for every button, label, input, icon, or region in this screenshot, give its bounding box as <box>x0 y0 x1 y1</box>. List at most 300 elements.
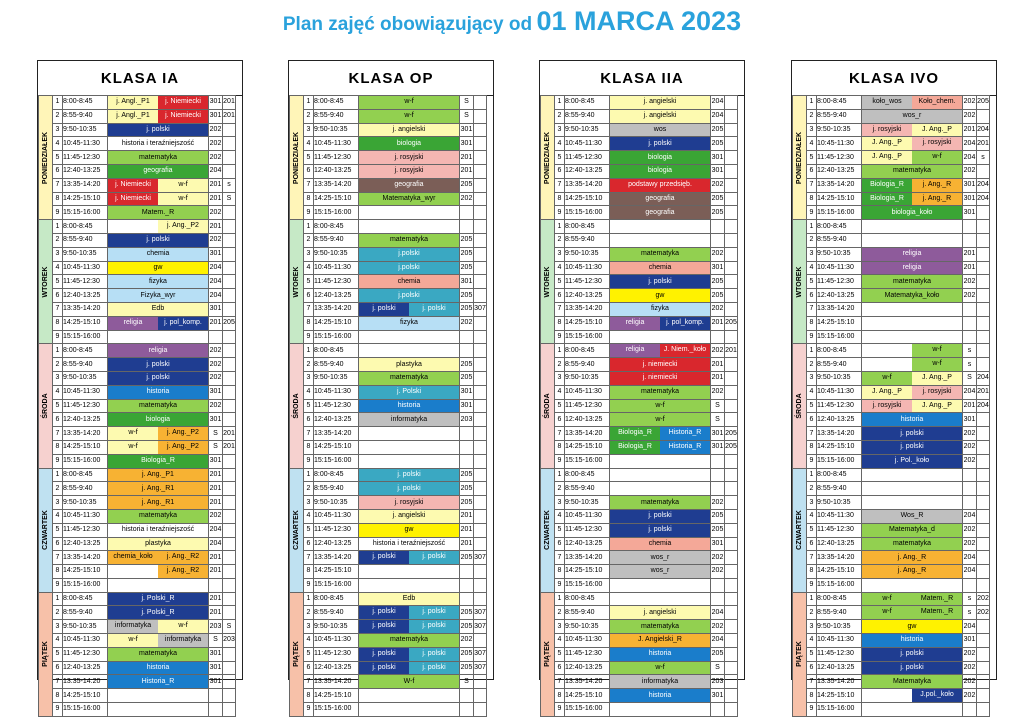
lesson-number: 5 <box>53 151 63 165</box>
lesson-room: 202 <box>209 206 223 220</box>
lesson-room: 201 <box>460 164 474 178</box>
lesson-time: 8:00-8:45 <box>565 220 610 234</box>
lesson-time: 10:45-11:30 <box>63 509 108 523</box>
lesson-room: 205 <box>460 620 474 634</box>
subject-part: w-f <box>862 593 912 606</box>
lesson-subject <box>359 178 460 192</box>
lesson-room: 201 <box>711 316 725 330</box>
lesson-room-2 <box>977 661 990 675</box>
lesson-number: 4 <box>304 509 314 523</box>
lesson-room-2 <box>725 178 738 192</box>
lesson-room: S <box>460 96 474 110</box>
lesson-room-2 <box>474 523 487 537</box>
lesson-room: 301 <box>460 399 474 413</box>
lesson-room: 301 <box>711 537 725 551</box>
lesson-time: 11:45-12:30 <box>817 151 862 165</box>
subject-part: j. niemiecki <box>610 372 710 384</box>
subject-part: J. Ang._P <box>862 151 912 164</box>
lesson-subject <box>359 427 460 441</box>
lesson-room-2 <box>223 206 236 220</box>
lesson-number: 4 <box>53 261 63 275</box>
lesson-room-2: 205 <box>725 427 738 441</box>
lesson-room: 205 <box>711 289 725 303</box>
lesson-number: 1 <box>555 344 565 358</box>
subject-split <box>108 634 208 647</box>
lesson-room <box>963 578 977 592</box>
lesson-time: 9:50-10:35 <box>565 123 610 137</box>
lesson-room: 301 <box>963 634 977 648</box>
lesson-room: 204 <box>711 96 725 110</box>
lesson-room: 202 <box>711 247 725 261</box>
subject-part: historia i teraźniejszość <box>121 526 195 534</box>
lesson-room <box>963 703 977 717</box>
lesson-room-2 <box>223 399 236 413</box>
lesson-room-2 <box>977 537 990 551</box>
lesson-time: 14:25-15:10 <box>63 565 108 579</box>
subject-part <box>862 358 912 371</box>
lesson-time: 15:15-16:00 <box>314 206 359 220</box>
subject-part: j. Niemiecki <box>108 179 158 192</box>
lesson-time: 11:45-12:30 <box>817 275 862 289</box>
lesson-time: 11:45-12:30 <box>63 151 108 165</box>
lesson-time: 15:15-16:00 <box>817 454 862 468</box>
subject-part: j. polski <box>409 648 459 661</box>
lesson-number: 1 <box>807 96 817 110</box>
lesson-row <box>39 220 236 234</box>
lesson-number: 5 <box>807 275 817 289</box>
lesson-row <box>793 344 990 358</box>
lesson-time: 13:35-14:20 <box>63 551 108 565</box>
subject-part: j. Ang._P2 <box>158 441 208 454</box>
lesson-row <box>541 137 738 151</box>
subject-part: j. niemiecki <box>610 359 710 371</box>
subject-split <box>862 96 962 109</box>
subject-part: j. polski <box>359 483 459 495</box>
subject-part: j. angielski <box>610 110 710 122</box>
lesson-room: 204 <box>711 109 725 123</box>
lesson-number: 7 <box>304 675 314 689</box>
lesson-row <box>39 647 236 661</box>
class-name: KLASA IVO <box>792 61 996 96</box>
lesson-room <box>460 330 474 344</box>
lesson-subject <box>862 399 963 413</box>
lesson-subject <box>108 109 209 123</box>
lesson-room <box>711 578 725 592</box>
subject-part: Historia_R <box>660 441 710 454</box>
lesson-row <box>290 164 487 178</box>
lesson-subject <box>610 137 711 151</box>
lesson-row <box>290 523 487 537</box>
lesson-room-2 <box>223 413 236 427</box>
lesson-row <box>290 247 487 261</box>
lesson-number: 3 <box>304 496 314 510</box>
lesson-row <box>793 647 990 661</box>
subject-part: j. Ang._R <box>912 193 962 206</box>
lesson-room: 301 <box>711 427 725 441</box>
lesson-row <box>39 537 236 551</box>
lesson-room-2 <box>223 468 236 482</box>
day-name: CZWARTEK <box>292 510 300 550</box>
lesson-room: 202 <box>963 96 977 110</box>
lesson-room: 301 <box>711 164 725 178</box>
lesson-row <box>39 358 236 372</box>
subject-part: w-f <box>158 620 208 633</box>
lesson-room-2 <box>223 289 236 303</box>
subject-part: j. Polski <box>359 386 459 398</box>
lesson-number: 2 <box>807 109 817 123</box>
subject-part: j. polski <box>409 606 459 619</box>
lesson-subject <box>359 661 460 675</box>
subject-part: j. Ang._R2 <box>158 551 208 564</box>
lesson-room-2 <box>725 289 738 303</box>
lesson-time: 8:55-9:40 <box>63 358 108 372</box>
subject-split <box>108 220 208 233</box>
lesson-room: 202 <box>209 151 223 165</box>
subject-part: biologia <box>359 138 459 150</box>
lesson-number: 9 <box>304 454 314 468</box>
lesson-time: 8:55-9:40 <box>565 109 610 123</box>
subject-part <box>108 220 158 233</box>
subject-part: j. rosyjski <box>359 152 459 164</box>
lesson-room: 204 <box>711 634 725 648</box>
lesson-subject <box>862 537 963 551</box>
lesson-number: 8 <box>555 192 565 206</box>
lesson-time: 12:40-13:25 <box>63 537 108 551</box>
lesson-subject <box>359 413 460 427</box>
lesson-number: 7 <box>807 302 817 316</box>
lesson-room: 201 <box>209 468 223 482</box>
lesson-room-2 <box>223 151 236 165</box>
lesson-time: 8:55-9:40 <box>565 606 610 620</box>
day-name: WTOREK <box>795 266 803 298</box>
subject-part: j. Ang._R <box>862 552 962 564</box>
lesson-number: 7 <box>555 675 565 689</box>
subject-part: j. rosyjski <box>359 497 459 509</box>
subject-part: religia <box>862 262 962 274</box>
lesson-row <box>290 261 487 275</box>
lesson-row <box>541 523 738 537</box>
lesson-subject <box>610 289 711 303</box>
lesson-room-2: 201 <box>223 427 236 441</box>
lesson-subject <box>862 647 963 661</box>
lesson-room-2 <box>223 592 236 606</box>
lesson-room: 201 <box>209 220 223 234</box>
lesson-number: 8 <box>807 316 817 330</box>
lesson-room: 202 <box>963 427 977 441</box>
lesson-room: 205 <box>460 482 474 496</box>
class-panel <box>791 60 997 713</box>
day-label <box>541 468 555 592</box>
lesson-subject <box>359 247 460 261</box>
lesson-room-2 <box>474 151 487 165</box>
lesson-subject <box>108 661 209 675</box>
lesson-room-2: 204 <box>977 371 990 385</box>
lesson-room-2 <box>725 592 738 606</box>
lesson-number: 1 <box>304 592 314 606</box>
lesson-number: 1 <box>807 468 817 482</box>
subject-part: podstawy przedsięb. <box>610 179 710 191</box>
lesson-number: 4 <box>555 634 565 648</box>
lesson-time: 13:35-14:20 <box>314 427 359 441</box>
lesson-room <box>209 330 223 344</box>
lesson-time: 8:55-9:40 <box>817 109 862 123</box>
lesson-subject <box>108 206 209 220</box>
lesson-row <box>39 192 236 206</box>
lesson-room-2 <box>725 565 738 579</box>
lesson-subject <box>862 316 963 330</box>
lesson-time: 15:15-16:00 <box>565 206 610 220</box>
subject-part: Matematyka <box>862 676 962 688</box>
lesson-number: 4 <box>807 137 817 151</box>
lesson-room-2: 201 <box>977 385 990 399</box>
lesson-room: 205 <box>711 192 725 206</box>
day-label <box>290 468 304 592</box>
lesson-room-2 <box>223 385 236 399</box>
subject-split <box>862 386 962 399</box>
lesson-number: 4 <box>807 385 817 399</box>
lesson-number: 8 <box>807 192 817 206</box>
lesson-time: 15:15-16:00 <box>565 330 610 344</box>
lesson-room: 202 <box>963 164 977 178</box>
lesson-row <box>793 385 990 399</box>
lesson-row <box>39 689 236 703</box>
subject-part: chemia <box>108 248 208 260</box>
lesson-subject <box>610 275 711 289</box>
day-name: PIĄTEK <box>292 641 300 668</box>
lesson-number: 3 <box>53 371 63 385</box>
lesson-room: 202 <box>209 137 223 151</box>
lesson-row <box>39 661 236 675</box>
lesson-subject <box>359 206 460 220</box>
subject-part: w-f <box>158 193 208 206</box>
subject-part: j. Ang._P2 <box>158 427 208 440</box>
lesson-time: 8:00-8:45 <box>817 592 862 606</box>
lesson-row <box>541 703 738 717</box>
lesson-row <box>290 109 487 123</box>
lesson-number: 5 <box>807 647 817 661</box>
lesson-time: 9:50-10:35 <box>63 620 108 634</box>
lesson-room: 203 <box>711 675 725 689</box>
subject-part: j. angielski <box>359 510 459 522</box>
subject-part: fizyka <box>610 303 710 315</box>
subject-part: historia i teraźniejszość <box>372 539 446 547</box>
lesson-row <box>793 496 990 510</box>
lesson-room: 202 <box>209 399 223 413</box>
subject-part: j.polski <box>359 248 459 260</box>
lesson-time: 15:15-16:00 <box>63 454 108 468</box>
lesson-room: 205 <box>460 261 474 275</box>
subject-split <box>862 137 962 150</box>
lesson-row <box>39 151 236 165</box>
day-label <box>793 468 807 592</box>
lesson-subject <box>359 233 460 247</box>
lesson-number: 7 <box>807 551 817 565</box>
subject-split <box>108 96 208 109</box>
lesson-number: 9 <box>807 578 817 592</box>
subject-split <box>610 317 710 330</box>
lesson-time: 8:00-8:45 <box>314 592 359 606</box>
lesson-subject <box>862 551 963 565</box>
lesson-number: 5 <box>807 523 817 537</box>
lesson-row <box>290 537 487 551</box>
lesson-row <box>793 620 990 634</box>
lesson-room-2 <box>223 302 236 316</box>
lesson-subject <box>862 137 963 151</box>
day-label <box>39 220 53 344</box>
lesson-row <box>793 537 990 551</box>
lesson-subject <box>610 96 711 110</box>
lesson-number: 9 <box>555 330 565 344</box>
lesson-room: 202 <box>711 620 725 634</box>
lesson-room-2 <box>474 206 487 220</box>
lesson-time: 9:50-10:35 <box>565 496 610 510</box>
lesson-room: 201 <box>209 565 223 579</box>
lesson-row <box>793 675 990 689</box>
lesson-room-2 <box>977 703 990 717</box>
subject-part: j. polski <box>610 510 710 522</box>
lesson-row <box>39 620 236 634</box>
lesson-subject <box>862 413 963 427</box>
lesson-room: 201 <box>209 551 223 565</box>
lesson-subject <box>610 523 711 537</box>
lesson-subject <box>359 523 460 537</box>
subject-part: biologia <box>108 414 208 426</box>
lesson-room: 205 <box>460 247 474 261</box>
lesson-time: 8:00-8:45 <box>817 344 862 358</box>
lesson-subject <box>610 537 711 551</box>
lesson-room-2 <box>474 537 487 551</box>
day-name: ŚRODA <box>795 393 803 419</box>
subject-split <box>610 344 710 357</box>
subject-part: matematyka <box>108 510 208 522</box>
lesson-room-2: 202 <box>977 592 990 606</box>
subject-part: j. rosyjski <box>912 386 962 399</box>
lesson-time: 13:35-14:20 <box>314 178 359 192</box>
subject-part: j. polski <box>359 662 409 675</box>
lesson-room-2 <box>223 233 236 247</box>
subject-part: Koło_chem. <box>912 96 962 109</box>
lesson-number: 5 <box>53 523 63 537</box>
lesson-number: 9 <box>807 454 817 468</box>
lesson-room-2 <box>223 344 236 358</box>
lesson-number: 8 <box>555 565 565 579</box>
lesson-row <box>541 206 738 220</box>
lesson-subject <box>610 371 711 385</box>
lesson-subject <box>610 565 711 579</box>
lesson-row <box>793 316 990 330</box>
lesson-time: 12:40-13:25 <box>565 164 610 178</box>
lesson-room-2 <box>474 96 487 110</box>
day-name: WTOREK <box>292 266 300 298</box>
subject-part: Edb <box>359 593 459 605</box>
lesson-room-2: 202 <box>977 606 990 620</box>
lesson-time: 11:45-12:30 <box>565 523 610 537</box>
lesson-row <box>39 344 236 358</box>
lesson-number: 2 <box>53 109 63 123</box>
lesson-time: 8:55-9:40 <box>817 606 862 620</box>
subject-part: j. polski <box>862 662 962 674</box>
lesson-time: 9:50-10:35 <box>63 247 108 261</box>
lesson-room-2 <box>474 220 487 234</box>
lesson-row <box>541 178 738 192</box>
lesson-room: 201 <box>963 261 977 275</box>
lesson-subject <box>108 523 209 537</box>
lesson-subject <box>610 220 711 234</box>
lesson-time: 9:50-10:35 <box>565 620 610 634</box>
lesson-time: 8:00-8:45 <box>314 344 359 358</box>
lesson-number: 2 <box>53 358 63 372</box>
lesson-row <box>39 178 236 192</box>
lesson-row <box>793 164 990 178</box>
lesson-subject <box>862 330 963 344</box>
lesson-room-2: s <box>223 178 236 192</box>
lesson-subject <box>862 151 963 165</box>
day-label <box>290 220 304 344</box>
lesson-row <box>793 427 990 441</box>
lesson-subject <box>862 634 963 648</box>
lesson-subject <box>359 468 460 482</box>
lesson-time: 15:15-16:00 <box>314 454 359 468</box>
lesson-subject <box>610 427 711 441</box>
lesson-number: 4 <box>807 634 817 648</box>
lesson-room: 202 <box>209 233 223 247</box>
lesson-room: 205 <box>711 123 725 137</box>
lesson-room-2 <box>223 123 236 137</box>
lesson-room-2 <box>474 496 487 510</box>
subject-part: j. Niemiecki <box>158 96 208 109</box>
lesson-room: S <box>460 109 474 123</box>
lesson-subject <box>359 634 460 648</box>
lesson-room-2: 307 <box>474 647 487 661</box>
lesson-time: 10:45-11:30 <box>817 385 862 399</box>
subject-split <box>108 427 208 440</box>
lesson-room-2 <box>474 358 487 372</box>
subject-part: informatyka <box>359 414 459 426</box>
lesson-time: 8:00-8:45 <box>314 96 359 110</box>
lesson-room-2 <box>977 578 990 592</box>
lesson-number: 7 <box>53 302 63 316</box>
lesson-subject <box>359 454 460 468</box>
lesson-number: 2 <box>555 606 565 620</box>
lesson-room-2 <box>474 109 487 123</box>
lesson-room-2 <box>725 137 738 151</box>
lesson-row <box>290 606 487 620</box>
lesson-number: 1 <box>53 468 63 482</box>
lesson-time: 14:25-15:10 <box>565 565 610 579</box>
lesson-time: 11:45-12:30 <box>314 275 359 289</box>
lesson-subject <box>862 344 963 358</box>
lesson-subject <box>862 661 963 675</box>
lesson-row <box>541 289 738 303</box>
lesson-room-2: 204 <box>977 123 990 137</box>
lesson-room: 205 <box>460 371 474 385</box>
lesson-time: 13:35-14:20 <box>565 302 610 316</box>
lesson-time: 14:25-15:10 <box>565 440 610 454</box>
lesson-number: 9 <box>53 206 63 220</box>
lesson-time: 9:50-10:35 <box>314 620 359 634</box>
lesson-number: 6 <box>807 164 817 178</box>
lesson-row <box>39 440 236 454</box>
lesson-subject <box>359 620 460 634</box>
lesson-row <box>290 509 487 523</box>
lesson-time: 10:45-11:30 <box>314 509 359 523</box>
lesson-time: 10:45-11:30 <box>565 261 610 275</box>
lesson-row <box>290 413 487 427</box>
lesson-subject <box>610 192 711 206</box>
lesson-time: 10:45-11:30 <box>63 261 108 275</box>
lesson-time: 12:40-13:25 <box>817 289 862 303</box>
lesson-number: 6 <box>807 537 817 551</box>
